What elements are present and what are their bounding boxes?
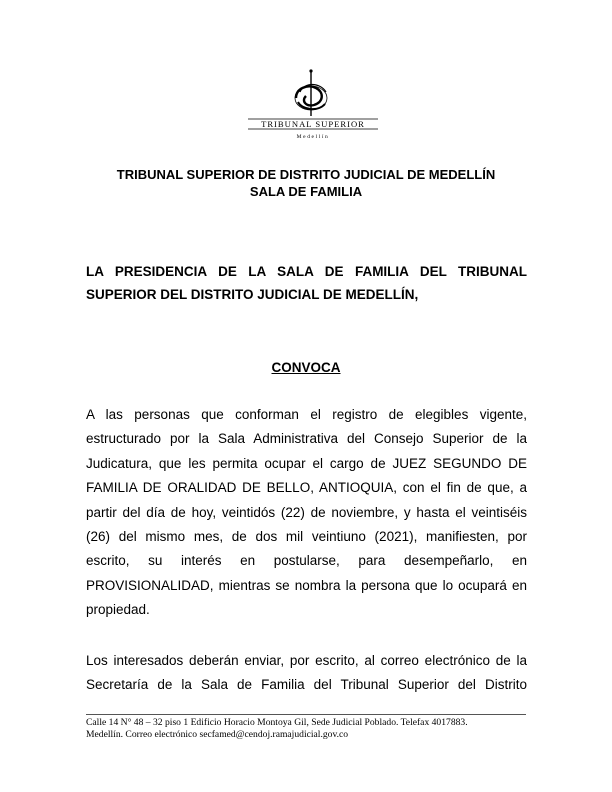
paragraph-line: escrito, su interés en postularse, para desempeñarlo, en [86,553,527,569]
footer-divider [86,714,526,715]
paragraph-line: (26) del mismo mes, de dos mil veintiuno (2021), manifiesten, por [86,528,527,544]
paragraph-line: Los interesados deberán enviar, por escrito, al correo electrónico de la [86,653,527,668]
paragraph-line: partir del día de hoy, veintidós (22) de noviembre, y hasta el veintiséis [86,504,527,520]
tribunal-logo [248,68,378,142]
logo-title: TRIBUNAL SUPERIOR [261,119,365,129]
presidency-line-2: SUPERIOR DEL DISTRITO JUDICIAL DE MEDELLÍN, [86,287,419,302]
heading-chamber: SALA DE FAMILIA [249,184,363,199]
paragraph-line: propiedad. [86,602,150,618]
presidency-line-1: LA PRESIDENCIA DE LA SALA DE FAMILIA DEL TRIBUNAL [86,264,527,279]
paragraph-line: A las personas que conforman el registro de elegibles vigente, [86,407,527,422]
footer-address: Calle 14 N° 48 – 32 piso 1 Edificio Horacio Montoya Gil, Sede Judicial Poblado. Telefax 4017883. [86,717,468,728]
footer-contact: Medellín. Correo electrónico secfamed@cendoj.ramajudicial.gov.co [86,729,349,740]
paragraph-line: Secretaría de la Sala de Familia del Tribunal Superior del Distrito [86,677,527,693]
paragraph-instructions [86,649,527,698]
tribunal-emblem-icon [248,68,378,142]
paragraph-line: FAMILIA DE ORALIDAD DE BELLO, ANTIOQUIA, con el fin de que, a [86,480,527,496]
convoca-title: CONVOCA [271,360,341,375]
paragraph-convocation [86,403,527,623]
heading-court: TRIBUNAL SUPERIOR DE DISTRITO JUDICIAL DE MEDELLÍN [116,167,496,182]
paragraph-line: estructurado por la Sala Administrativa del Consejo Superior de la [86,431,527,447]
paragraph-line: PROVISIONALIDAD, mientras se nombra la persona que lo ocupará en [86,577,527,593]
paragraph-line: Judicatura, que les permita ocupar el cargo de JUEZ SEGUNDO DE [86,455,527,471]
logo-city: Medellín [296,134,330,140]
